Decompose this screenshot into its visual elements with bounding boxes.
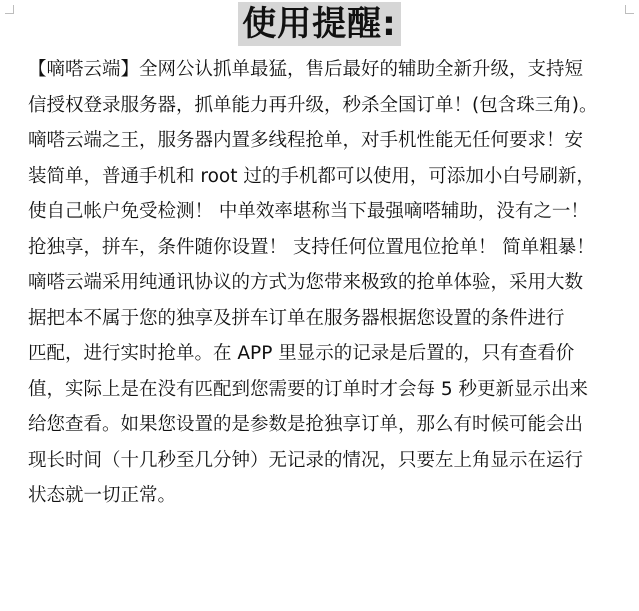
text-line: 现长时间（十几秒至几分钟）无记录的情况，只要左上角显示在运行: [28, 449, 584, 471]
text-line: 【嘀嗒云端】全网公认抓单最猛，售后最好的辅助全新升级，支持短: [28, 59, 584, 80]
text-line: 状态就一切正常。: [28, 485, 177, 506]
text-line: 使自己帐户免受检测！ 中单效率堪称当下最强嘀嗒辅助，没有之一！: [28, 201, 589, 222]
text-line: 嘀嗒云端之王，服务器内置多线程抢单，对手机性能无任何要求！安: [28, 130, 584, 151]
text-line: 匹配，进行实时抢单。在 APP 里显示的记录是后置的，只有查看价: [28, 343, 575, 364]
text-line: 据把本不属于您的独享及拼车订单在服务器根据您设置的条件进行: [28, 307, 565, 329]
text-line: 装简单，普通手机和 root 过的手机都可以使用，可添加小白号刷新，: [28, 165, 595, 187]
text-line: 给您查看。如果您设置的是参数是抢独享订单，那么有时候可能会出: [28, 414, 584, 435]
text-line: 嘀嗒云端采用纯通讯协议的方式为您带来极致的抢单体验，采用大数: [28, 272, 584, 293]
document-title: 使用提醒:: [238, 2, 401, 46]
text-line: 抢独享，拼车，条件随你设置！ 支持任何位置甩位抢单！ 简单粗暴！: [28, 236, 595, 258]
text-line: 信授权登录服务器，抓单能力再升级，秒杀全国订单！(包含珠三角)。: [28, 94, 598, 116]
text-line: 值，实际上是在没有匹配到您需要的订单时才会每 5 秒更新显示出来: [28, 378, 589, 400]
document-body: [28, 52, 618, 514]
title-container: [0, 2, 639, 46]
